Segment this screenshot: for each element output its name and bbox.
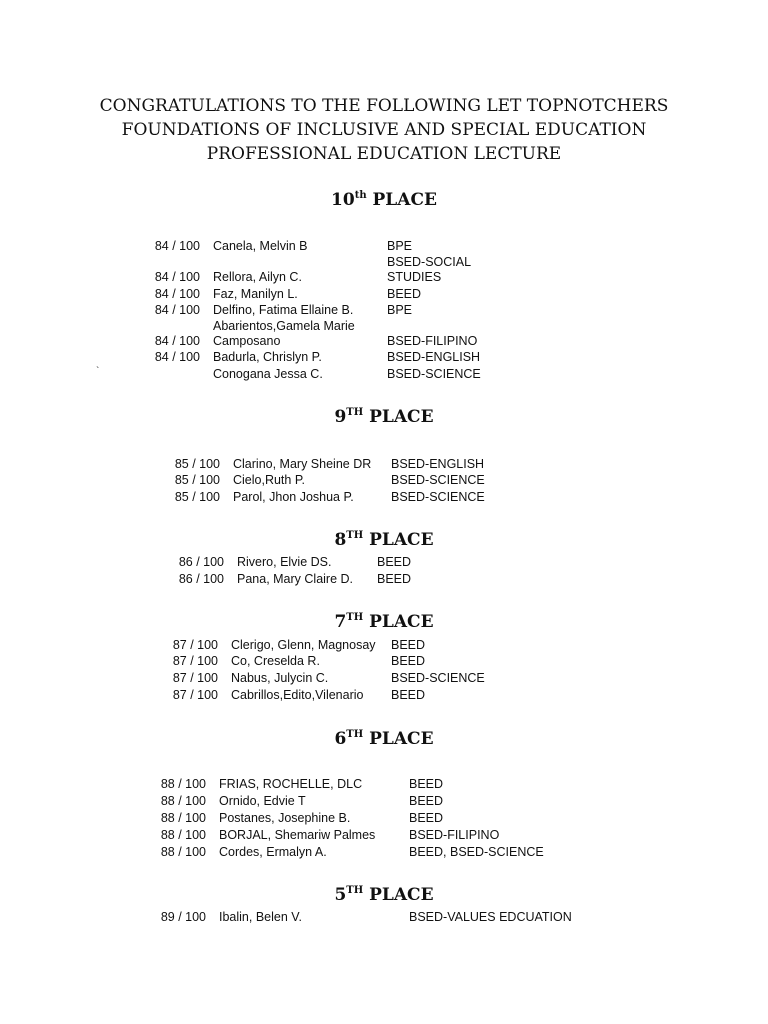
name: Cabrillos,Edito,Vilenario [231,688,364,702]
score: 86 / 100 [178,555,224,569]
name: BORJAL, Shemariw Palmes [219,828,376,842]
name: Rivero, Elvie DS. [237,555,332,569]
place-heading-9th [0,407,768,427]
name: Cielo,Ruth P. [233,473,306,487]
score: 87 / 100 [172,638,218,652]
name: Cordes, Ermalyn A. [219,845,327,859]
program: BSED-SCIENCE [391,473,485,487]
place-suffix: PLACE [363,729,434,749]
score: 87 / 100 [172,654,218,668]
list-item [0,366,768,383]
list-item [0,909,768,926]
place-number: 7 [334,612,347,632]
list-item [0,333,768,350]
place-suffix: PLACE [363,885,434,905]
name: Delfino, Fatima Ellaine B. [213,303,354,317]
place-ordinal: th [354,190,367,201]
program: BSED-SCIENCE [387,367,481,381]
list-item [0,653,768,670]
document-header [0,94,768,166]
place-suffix: PLACE [366,190,437,210]
program: BSED-VALUES EDCUATION [409,910,572,924]
program: BEED [391,638,426,652]
list-item [0,687,768,704]
program: BEED, BSED-SCIENCE [409,845,544,859]
program: BSED-SCIENCE [391,671,485,685]
score: 84 / 100 [154,270,200,284]
score: 87 / 100 [172,688,218,702]
score: 85 / 100 [174,490,220,504]
header-line-2: FOUNDATIONS OF INCLUSIVE AND SPECIAL EDUCATION [121,120,647,140]
place-number: 9 [334,407,347,427]
program: BEED [409,794,444,808]
list-item [0,776,768,793]
list-item [0,810,768,827]
name-continuation: Abarientos,Gamela Marie [213,319,355,333]
list-item [0,827,768,844]
list-item [0,637,768,654]
program: BEED [409,777,444,791]
stray-mark: ` [96,366,100,377]
program: BEED [377,555,412,569]
list-item [0,571,768,588]
program: STUDIES [387,270,442,284]
list-item [0,456,768,473]
program: BPE [387,303,413,317]
name: Co, Creselda R. [231,654,320,668]
program: BSED-SOCIAL [387,255,472,269]
program: BSED-FILIPINO [387,334,478,348]
score: 84 / 100 [154,287,200,301]
header-line-1: CONGRATULATIONS TO THE FOLLOWING LET TOPNOTCHERS [99,96,669,116]
name: FRIAS, ROCHELLE, DLC [219,777,363,791]
place-ordinal: TH [346,530,364,541]
list-item [0,302,768,333]
place-number: 5 [334,885,347,905]
place-suffix: PLACE [363,407,434,427]
place-number: 8 [334,530,347,550]
name: Badurla, Chrislyn P. [213,350,322,364]
name: Camposano [213,334,281,348]
place-number: 6 [334,729,347,749]
list-item [0,489,768,506]
score: 88 / 100 [160,828,206,842]
program: BEED [387,287,422,301]
place-heading-8th [0,530,768,550]
name: Faz, Manilyn L. [213,287,298,301]
place-suffix: PLACE [363,612,434,632]
program: BPE [387,239,413,253]
score: 88 / 100 [160,811,206,825]
place-heading-7th [0,612,768,632]
name: Ornido, Edvie T [219,794,306,808]
place-ordinal: TH [346,612,364,623]
score: 85 / 100 [174,457,220,471]
program: BEED [391,688,426,702]
name: Parol, Jhon Joshua P. [233,490,354,504]
score: 84 / 100 [154,350,200,364]
score: 86 / 100 [178,572,224,586]
place-heading-10th [0,190,768,210]
program: BSED-SCIENCE [391,490,485,504]
score: 85 / 100 [174,473,220,487]
name: Nabus, Julycin C. [231,671,329,685]
list-item [0,269,768,286]
score: 87 / 100 [172,671,218,685]
list-item [0,472,768,489]
list-item [0,238,768,255]
score: 88 / 100 [160,845,206,859]
header-line-3: PROFESSIONAL EDUCATION LECTURE [206,144,562,164]
name: Pana, Mary Claire D. [237,572,354,586]
place-suffix: PLACE [363,530,434,550]
program: BSED-ENGLISH [387,350,481,364]
place-ordinal: TH [346,885,364,896]
score: 88 / 100 [160,777,206,791]
name: Rellora, Ailyn C. [213,270,302,284]
program: BEED [409,811,444,825]
name: Conogana Jessa C. [213,367,323,381]
name: Ibalin, Belen V. [219,910,302,924]
score: 84 / 100 [154,303,200,317]
score: 88 / 100 [160,794,206,808]
program: BEED [391,654,426,668]
list-item [0,554,768,571]
name: Postanes, Josephine B. [219,811,351,825]
name: Canela, Melvin B [213,239,308,253]
list-item [0,286,768,303]
list-item [0,793,768,810]
score: 89 / 100 [160,910,206,924]
place-ordinal: TH [346,407,364,418]
name: Clerigo, Glenn, Magnosay [231,638,376,652]
place-ordinal: TH [346,729,364,740]
program: BSED-FILIPINO [409,828,500,842]
list-item [0,670,768,687]
score: 84 / 100 [154,334,200,348]
list-item [0,349,768,366]
name: Clarino, Mary Sheine DR [233,457,372,471]
place-heading-5th [0,885,768,905]
program: BEED [377,572,412,586]
place-number: 10 [331,190,355,210]
score: 84 / 100 [154,239,200,253]
list-item [0,844,768,861]
place-heading-6th [0,729,768,749]
program: BSED-ENGLISH [391,457,485,471]
